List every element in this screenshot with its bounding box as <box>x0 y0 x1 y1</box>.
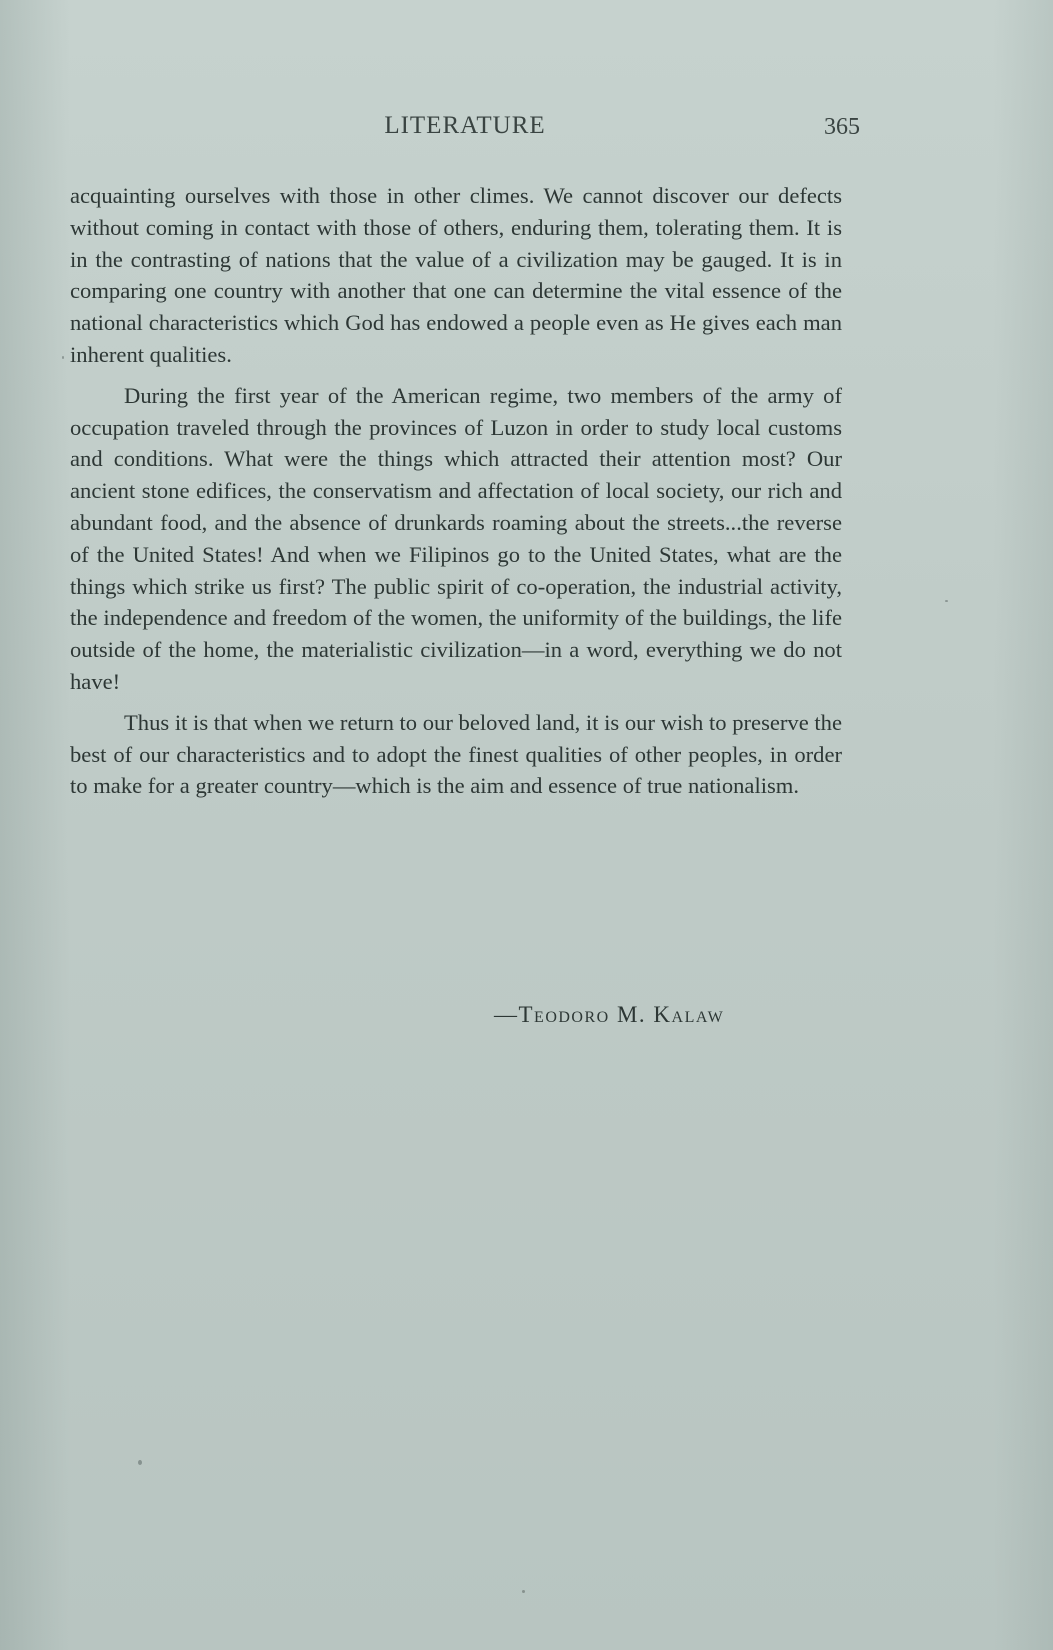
paper-speck <box>522 1590 525 1593</box>
paragraph-nationalism: Thus it is that when we return to our beloved land, it is our wish to preserve the best of our characteristics and to adopt the finest qualities of other peoples, in order to make for a greater country—which is the aim and essence of true nationalism. <box>70 709 842 799</box>
paragraph-continuation: acquainting ourselves with those in other climes. We cannot discover our defects without coming in contact with those of others, enduring them, tolerating them. It is in the contrasting of nations that the value of a civilization may be gauged. It is in comparing one country with another that one can determine the vital essence of the national characteristics which God has endowed a people even as He gives each man inherent qualities. <box>70 183 842 367</box>
paper-speck <box>945 600 948 602</box>
author-signature: —Teodoro M. Kalaw <box>494 1002 725 1027</box>
paper-speck <box>138 1460 142 1465</box>
paper-speck <box>62 356 64 359</box>
page-number: 365 <box>824 114 860 140</box>
running-head <box>70 112 860 152</box>
body-text <box>70 180 842 811</box>
paragraph-american-regime: During the first year of the American regime, two members of the army of occupation traveled through the provinces of Luzon in order to study local customs and conditions. What were the things which attracted their attention most? Our ancient stone edifices, the conservatism and affectation of local society, our rich and abundant food, and the absence of drunkards roaming about the streets...the reverse of the United States! And when we Filipinos go to the United States, what are the things which strike us first? The public spirit of co-operation, the industrial activity, the independence and freedom of the women, the uniformity of the buildings, the life outside of the home, the materialistic civilization—in a word, everything we do not have! <box>70 382 842 694</box>
section-title: LITERATURE <box>384 112 546 139</box>
